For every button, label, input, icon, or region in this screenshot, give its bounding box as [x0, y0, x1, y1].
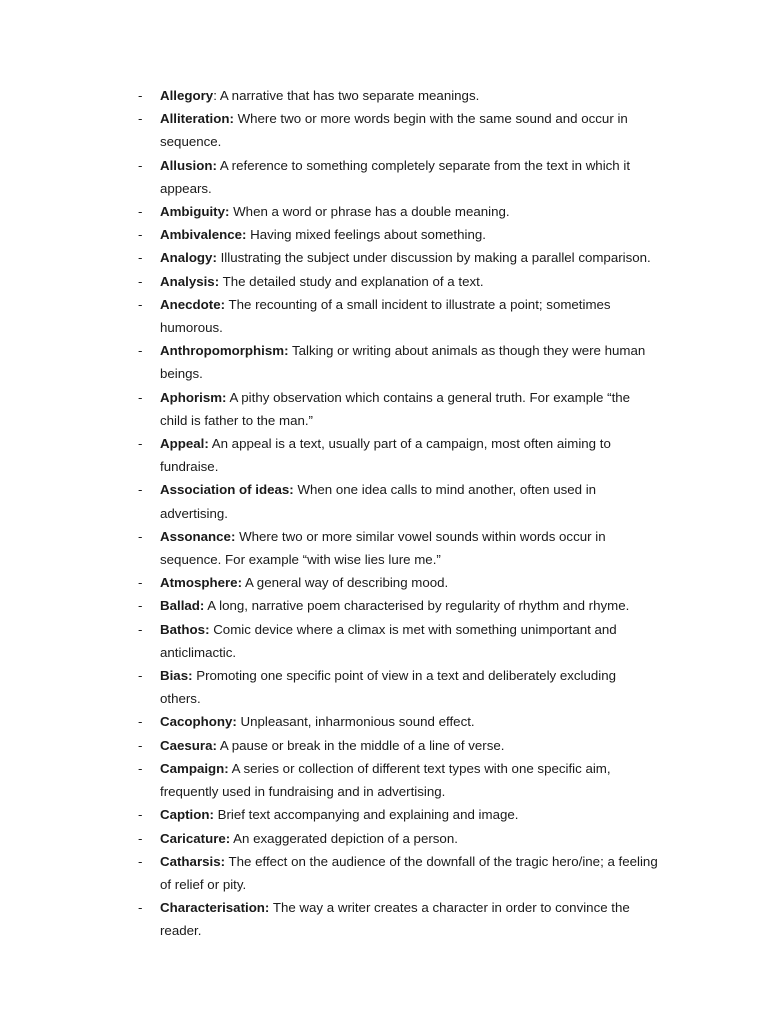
- glossary-entry: [138, 850, 658, 896]
- list-dash: -: [138, 853, 143, 869]
- glossary-term: Bias:: [160, 668, 193, 684]
- glossary-definition: Talking or writing about animals as though they were human beings.: [160, 343, 646, 382]
- list-dash: -: [138, 343, 143, 359]
- glossary-entry: [138, 386, 658, 432]
- glossary-entry: [138, 803, 658, 826]
- list-dash: -: [138, 296, 143, 312]
- glossary-definition: Having mixed feelings about something.: [246, 227, 486, 243]
- glossary-entry: [138, 339, 658, 385]
- glossary-definition: The recounting of a small incident to illustrate a point; sometimes humorous.: [160, 296, 611, 336]
- glossary-term: Allusion:: [160, 157, 217, 173]
- glossary-definition: Where two or more similar vowel sounds within words occur in sequence. For example “with wise lies lure me.”: [160, 528, 606, 568]
- glossary-definition: The effect on the audience of the downfall of the tragic hero/ine; a feeling of relief or pity.: [160, 853, 658, 892]
- glossary-term: Analogy:: [160, 250, 217, 266]
- glossary-term: Cacophony:: [160, 714, 237, 730]
- glossary-entry: [138, 710, 658, 733]
- glossary-entry: [138, 525, 658, 571]
- list-dash: -: [138, 88, 143, 103]
- glossary-definition: Comic device where a climax is met with something unimportant and anticlimactic.: [160, 621, 617, 660]
- list-dash: -: [138, 250, 143, 266]
- glossary-definition: An exaggerated depiction of a person.: [230, 830, 458, 846]
- glossary-term: Anthropomorphism:: [160, 343, 289, 359]
- glossary-entry: [138, 571, 658, 594]
- glossary-term: Association of ideas:: [160, 482, 294, 498]
- glossary-list: [138, 84, 658, 943]
- list-dash: -: [138, 389, 143, 405]
- glossary-term: Anecdote:: [160, 296, 226, 312]
- list-dash: -: [138, 528, 143, 544]
- glossary-term: Ballad:: [160, 598, 205, 614]
- list-dash: -: [138, 668, 143, 684]
- glossary-definition: The way a writer creates a character in order to convince the reader.: [160, 900, 630, 939]
- glossary-entry: [138, 246, 658, 269]
- list-dash: -: [138, 621, 143, 637]
- list-dash: -: [138, 760, 143, 776]
- glossary-entry: [138, 664, 658, 710]
- glossary-definition: When a word or phrase has a double meaning.: [229, 204, 510, 220]
- list-dash: -: [138, 830, 143, 846]
- glossary-entry: [138, 594, 658, 617]
- glossary-entry: [138, 223, 658, 246]
- glossary-term: Appeal:: [160, 436, 209, 452]
- list-dash: -: [138, 714, 143, 730]
- glossary-entry: [138, 200, 658, 223]
- list-dash: -: [138, 227, 143, 243]
- glossary-entry: [138, 432, 658, 478]
- glossary-definition: Brief text accompanying and explaining and image.: [213, 807, 519, 823]
- glossary-term: Allegory: [160, 88, 214, 103]
- glossary-term: Campaign:: [160, 760, 229, 776]
- list-dash: -: [138, 204, 143, 220]
- glossary-entry: [138, 827, 658, 850]
- glossary-definition: A general way of describing mood.: [242, 575, 449, 591]
- glossary-term: Alliteration:: [160, 111, 234, 127]
- glossary-entry: [138, 478, 658, 524]
- glossary-definition: Illustrating the subject under discussion by making a parallel comparison.: [216, 250, 651, 266]
- glossary-entry: [138, 270, 658, 293]
- glossary-entry: [138, 107, 658, 153]
- glossary-definition: The detailed study and explanation of a text.: [219, 273, 484, 289]
- glossary-term: Ambiguity:: [160, 204, 230, 220]
- glossary-definition: Unpleasant, inharmonious sound effect.: [236, 714, 475, 730]
- glossary-definition: Promoting one specific point of view in a text and deliberately excluding others.: [160, 668, 617, 707]
- glossary-definition: : A narrative that has two separate meanings.: [213, 88, 480, 103]
- glossary-term: Caption:: [160, 807, 214, 823]
- glossary-term: Ambivalence:: [160, 227, 247, 243]
- glossary-term: Analysis:: [160, 273, 220, 289]
- list-dash: -: [138, 482, 143, 498]
- glossary-term: Atmosphere:: [160, 575, 243, 591]
- list-dash: -: [138, 575, 143, 591]
- glossary-definition: A long, narrative poem characterised by regularity of rhythm and rhyme.: [204, 598, 630, 614]
- list-dash: -: [138, 807, 143, 823]
- list-dash: -: [138, 737, 143, 753]
- glossary-definition: A pithy observation which contains a general truth. For example “the child is father to the man.”: [160, 389, 631, 428]
- list-dash: -: [138, 598, 143, 614]
- glossary-term: Catharsis:: [160, 853, 226, 869]
- glossary-definition: When one idea calls to mind another, often used in advertising.: [160, 482, 597, 521]
- glossary-entry: [138, 896, 658, 942]
- glossary-term: Assonance:: [160, 528, 236, 544]
- glossary-term: Aphorism:: [160, 389, 227, 405]
- list-dash: -: [138, 436, 143, 452]
- glossary-term: Caricature:: [160, 830, 231, 846]
- list-dash: -: [138, 111, 143, 127]
- list-dash: -: [138, 273, 143, 289]
- glossary-entry: [138, 84, 658, 107]
- glossary-definition: Where two or more words begin with the same sound and occur in sequence.: [160, 111, 628, 150]
- glossary-definition: A series or collection of different text types with one specific aim, frequently used in fundraising and in advertising.: [160, 760, 611, 800]
- glossary-definition: An appeal is a text, usually part of a campaign, most often aiming to fundraise.: [160, 436, 611, 475]
- glossary-definition: A pause or break in the middle of a line of verse.: [216, 737, 505, 753]
- glossary-entry: [138, 293, 658, 339]
- glossary-entry: [138, 757, 658, 803]
- list-dash: -: [138, 157, 143, 173]
- glossary-definition: A reference to something completely separate from the text in which it appears.: [160, 157, 631, 196]
- list-dash: -: [138, 900, 143, 916]
- glossary-term: Bathos:: [160, 621, 210, 637]
- glossary-term: Characterisation:: [160, 900, 270, 916]
- glossary-term: Caesura:: [160, 737, 217, 753]
- glossary-entry: [138, 734, 658, 757]
- glossary-entry: [138, 618, 658, 664]
- glossary-entry: [138, 154, 658, 200]
